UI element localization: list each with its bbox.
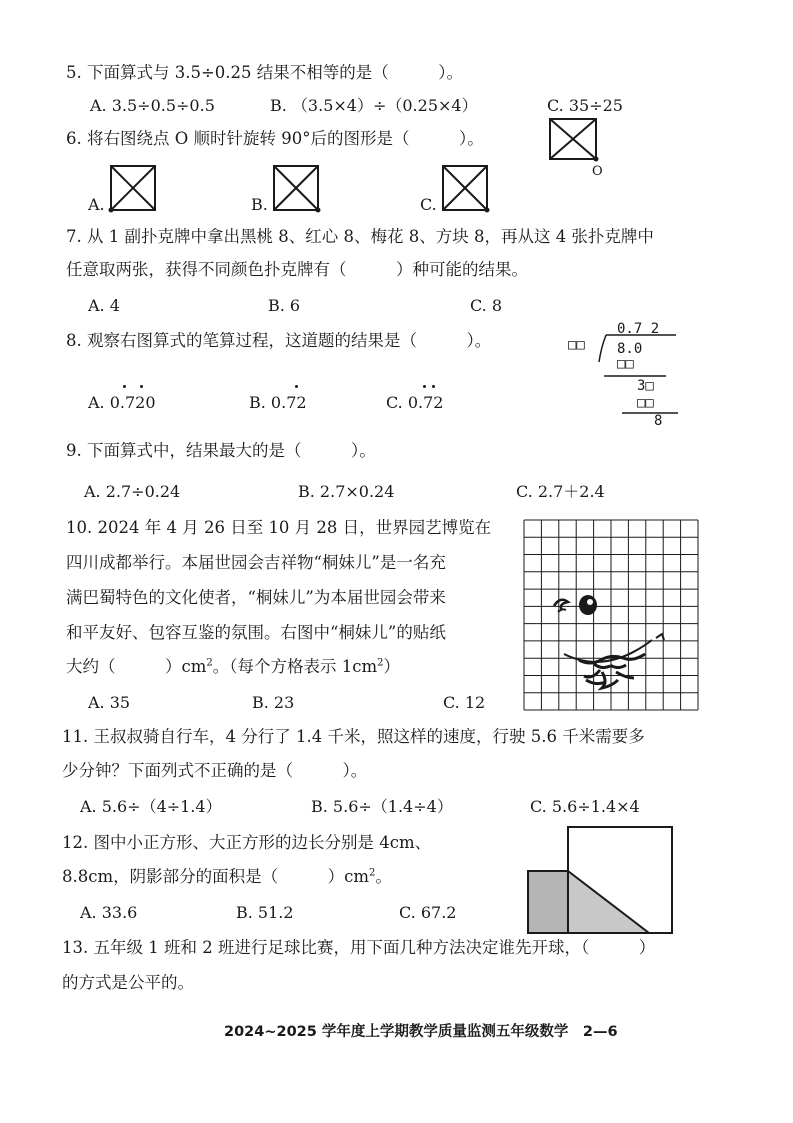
q8-stem: 8. 观察右图算式的笔算过程，这道题的结果是（ ）。 (66, 331, 492, 350)
q6-point-label: O (592, 164, 603, 179)
q7-option-a: A. 4 (88, 296, 120, 315)
q7-line1: 7. 从 1 副扑克牌中拿出黑桃 8、红心 8、梅花 8、方块 8，再从这 4 张扑克牌中 (66, 227, 654, 246)
q10-line1: 10. 2024 年 4 月 26 日至 10 月 28 日，世界园艺博览在 (66, 518, 492, 537)
q11-option-a: A. 5.6÷（4÷1.4） (80, 797, 222, 816)
division-remainder1: 3□ (637, 378, 654, 394)
division-quotient: 0.7 2 (617, 321, 660, 337)
q9-option-b: B. 2.7×0.24 (298, 482, 395, 501)
division-remainder2: 8 (654, 413, 663, 429)
q7-line2: 任意取两张，获得不同颜色扑克牌有（ ）种可能的结果。 (66, 260, 528, 279)
q11-line1: 11. 王叔叔骑自行车，4 分行了 1.4 千米，照这样的速度，行驶 5.6 千米需要多 (62, 727, 645, 746)
q6-stem: 6. 将右图绕点 O 顺时针旋转 90°后的图形是（ ）。 (66, 129, 484, 148)
page-footer: 2024~2025 学年度上学期教学质量监测五年级数学 2—6 (224, 1024, 618, 1040)
q10-line2: 四川成都举行。本届世园会吉祥物“桐妹儿”是一名充 (66, 553, 446, 572)
q9-stem: 9. 下面算式中，结果最大的是（ ）。 (66, 441, 376, 460)
q9-option-a: A. 2.7÷0.24 (84, 482, 181, 501)
q10-line5: 大约（ ）$cm^2$。（每个方格表示 $1cm^2$） (66, 657, 401, 676)
q8-option-a-repeat-dot (123, 385, 126, 388)
q11-option-b: B. 5.6÷（1.4÷4） (311, 797, 453, 816)
q10-line3: 满巴蜀特色的文化使者，“桐妹儿”为本届世园会带来 (66, 588, 446, 607)
q12-option-a: A. 33.6 (80, 903, 138, 922)
q5-option-c: C. 35÷25 (547, 96, 623, 115)
q10-option-a: A. 35 (88, 693, 131, 712)
q12-line2: 8.8cm，阴影部分的面积是（ ）$cm^2$。 (62, 867, 392, 886)
q6-option-a: A. (88, 195, 105, 214)
q13-line2: 的方式是公平的。 (62, 973, 194, 992)
q8-option-a-repeat-dot (140, 385, 143, 388)
q11-line2: 少分钟？下面列式不正确的是（ ）。 (62, 761, 368, 780)
q5-option-a: A. 3.5÷0.5÷0.5 (90, 96, 215, 115)
q13-line1: 13. 五年级 1 班和 2 班进行足球比赛，用下面几种方法决定谁先开球，（ ） (62, 938, 656, 957)
division-line-2 (622, 412, 682, 414)
q5-option-b: B. （3.5×4）÷（0.25×4） (270, 96, 478, 115)
sticker-grid-figure (524, 520, 700, 712)
q6-option-c-figure (442, 165, 492, 213)
q12-option-b: B. 51.2 (236, 903, 294, 922)
q8-option-b: B. 0.72 (249, 393, 307, 412)
q6-option-c: C. (420, 195, 437, 214)
division-step2: □□ (637, 395, 654, 411)
q10-line4: 和平友好、包容互鉴的氛围。右图中“桐妹儿”的贴纸 (66, 623, 446, 642)
q8-option-a: A. 0.720 (88, 393, 156, 412)
q12-line1: 12. 图中小正方形、大正方形的边长分别是 4cm、 (62, 833, 432, 852)
q8-option-c-repeat-dot (432, 385, 435, 388)
q6-option-b-figure (273, 165, 323, 213)
q10-option-b: B. 23 (252, 693, 295, 712)
q8-option-b-repeat-dot (295, 385, 298, 388)
division-dividend: 8.0 (617, 341, 643, 357)
q6-figure-square (549, 118, 599, 162)
q7-option-b: B. 6 (268, 296, 301, 315)
q12-option-c: C. 67.2 (399, 903, 457, 922)
q8-option-c-repeat-dot (423, 385, 426, 388)
q6-option-a-figure (110, 165, 160, 213)
q6-option-b: B. (251, 195, 268, 214)
q11-option-c: C. 5.6÷1.4×4 (530, 797, 640, 816)
squares-figure (527, 826, 677, 936)
q7-option-c: C. 8 (470, 296, 503, 315)
q10-option-c: C. 12 (443, 693, 486, 712)
division-divisor: □□ (568, 337, 585, 353)
q8-option-c: C. 0.72 (386, 393, 444, 412)
division-step1: □□ (617, 356, 634, 372)
q9-option-c: C. 2.7＋2.4 (516, 482, 605, 501)
q5-stem: 5. 下面算式与 3.5÷0.25 结果不相等的是（ ）。 (66, 63, 464, 82)
